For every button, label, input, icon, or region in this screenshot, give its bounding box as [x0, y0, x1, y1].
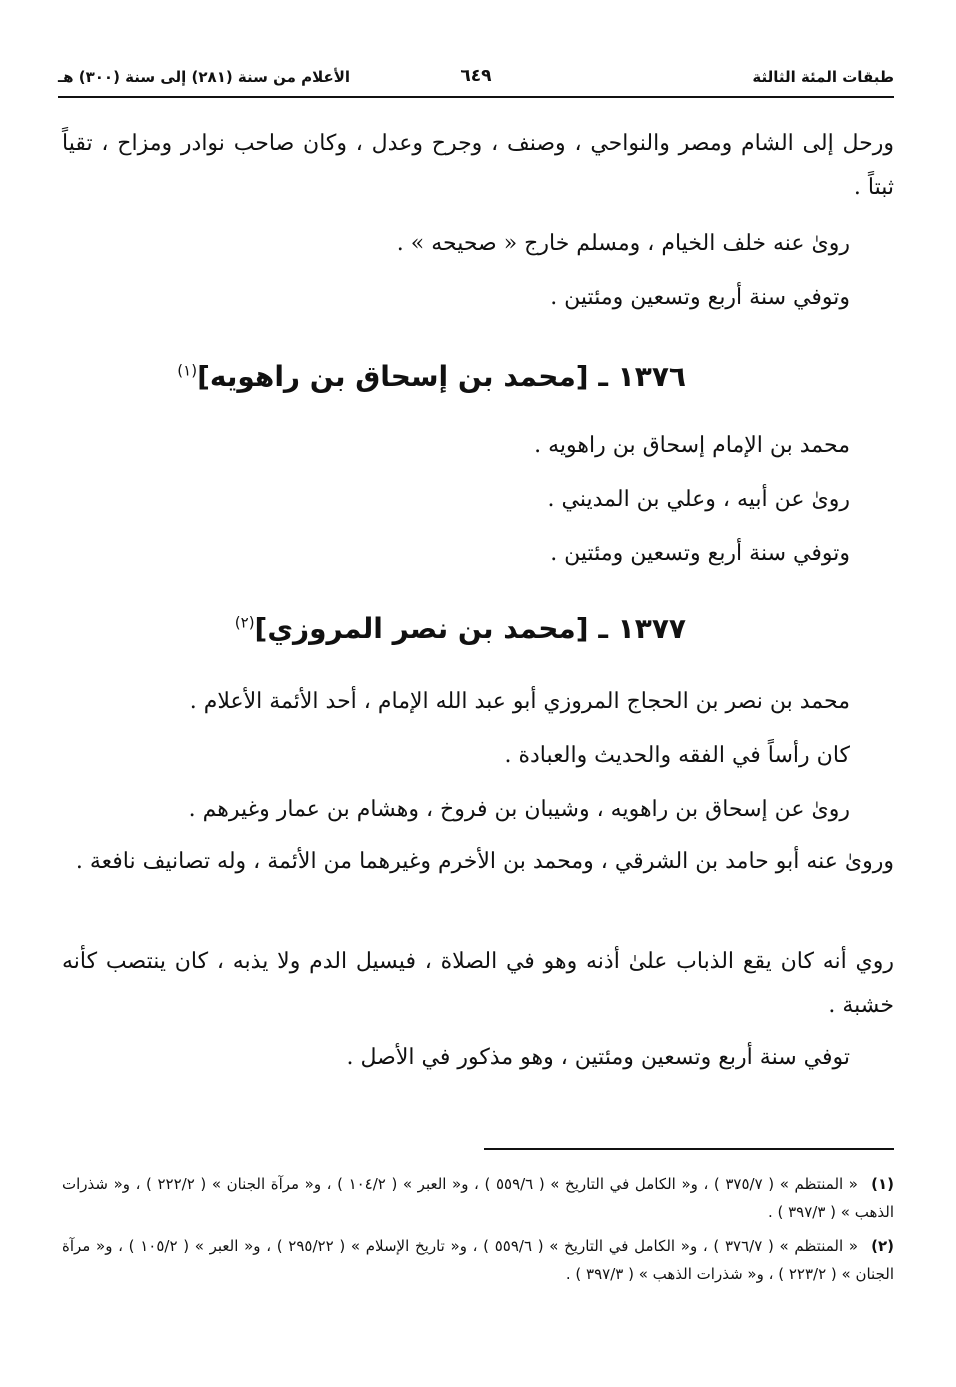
- intro-paragraph-1: ورحل إلى الشام ومصر والنواحي ، وصنف ، وجرح وعدل ، وكان صاحب نوادر ومزاح ، تقياً ثبتاً .: [62, 131, 894, 200]
- entry-1377-paragraph-1: محمد بن نصر بن الحجاج المروزي أبو عبد الله الإمام ، أحد الأئمة الأعلام .: [189, 689, 850, 714]
- footnote-1-number: (١): [871, 1175, 894, 1193]
- entry-1377-paragraph-4: وروىٰ عنه أبو حامد بن الشرقي ، ومحمد بن الأخرم وغيرهما من الأئمة ، وله تصانيف نافعة .: [75, 849, 894, 874]
- entry-1376-paragraph-3: وتوفي سنة أربع وتسعين ومئتين .: [550, 541, 850, 566]
- footnote-2-text: « المنتظم » ( ٣٧٦/٧ ) ، و« الكامل في التاريخ » ( ٥٥٩/٦ ) ، و« تاريخ الإسلام » ( ٢٩٥/٢٢ ) ، و« العبر » ( ١٠٥/٢ ) ، و« مرآة الجنان » ( ٢٢٣/٢ ) ، و« شذرات الذهب » ( ٣٩٧/٣ ) .: [62, 1237, 894, 1283]
- entry-1377-paragraph-6: توفي سنة أربع وتسعين ومئتين ، وهو مذكور في الأصل .: [346, 1045, 850, 1070]
- intro-paragraph-3: وتوفي سنة أربع وتسعين ومئتين .: [550, 285, 850, 310]
- entry-1377-heading: [235, 612, 686, 645]
- entry-1376-title: ١٣٧٦ ـ [محمد بن إسحاق بن راهويه]: [197, 360, 686, 393]
- entry-1377-paragraph-2: كان رأساً في الفقه والحديث والعبادة .: [504, 743, 850, 768]
- entry-1376-paragraph-1: محمد بن الإمام إسحاق بن راهويه .: [534, 433, 850, 458]
- header-date-range: الأعلام من سنة (٢٨١) إلى سنة (٣٠٠) هـ: [58, 68, 351, 86]
- footnote-1-text: « المنتظم » ( ٣٧٥/٧ ) ، و« الكامل في التاريخ » ( ٥٥٩/٦ ) ، و« العبر » ( ١٠٤/٢ ) ، و« مرآة الجنان » ( ٢٢٢/٢ ) ، و« شذرات الذهب » ( ٣٩٧/٣ ) .: [62, 1175, 894, 1221]
- entry-1377-title: ١٣٧٧ ـ [محمد بن نصر المروزي]: [254, 612, 686, 645]
- entry-1377-paragraph-3: روىٰ عن إسحاق بن راهويه ، وشيبان بن فروخ ، وهشام بن عمار وغيرهم .: [188, 797, 850, 822]
- footnote-ref-1: (١): [177, 361, 198, 380]
- footnote-2: [62, 1232, 894, 1288]
- entry-1376-heading: [177, 360, 686, 393]
- running-header: [58, 66, 894, 98]
- page-number: ٦٤٩: [460, 66, 492, 86]
- intro-paragraph-2: روىٰ عنه خلف الخيام ، ومسلم خارج « صحيحه » .: [396, 231, 850, 256]
- entry-1376-paragraph-2: روىٰ عن أبيه ، وعلي بن المديني .: [547, 487, 850, 512]
- footnote-1: [62, 1170, 894, 1226]
- footnote-ref-2: (٢): [234, 613, 255, 632]
- footnote-divider: [484, 1148, 894, 1150]
- header-section-title: طبقات المئة الثالثة: [752, 68, 894, 86]
- entry-1377-paragraph-5: روي أنه كان يقع الذباب علىٰ أذنه وهو في الصلاة ، فيسيل الدم ولا يذبه ، كان ينتصب كأنه خشبة .: [62, 949, 894, 1018]
- footnote-2-number: (٢): [871, 1237, 894, 1255]
